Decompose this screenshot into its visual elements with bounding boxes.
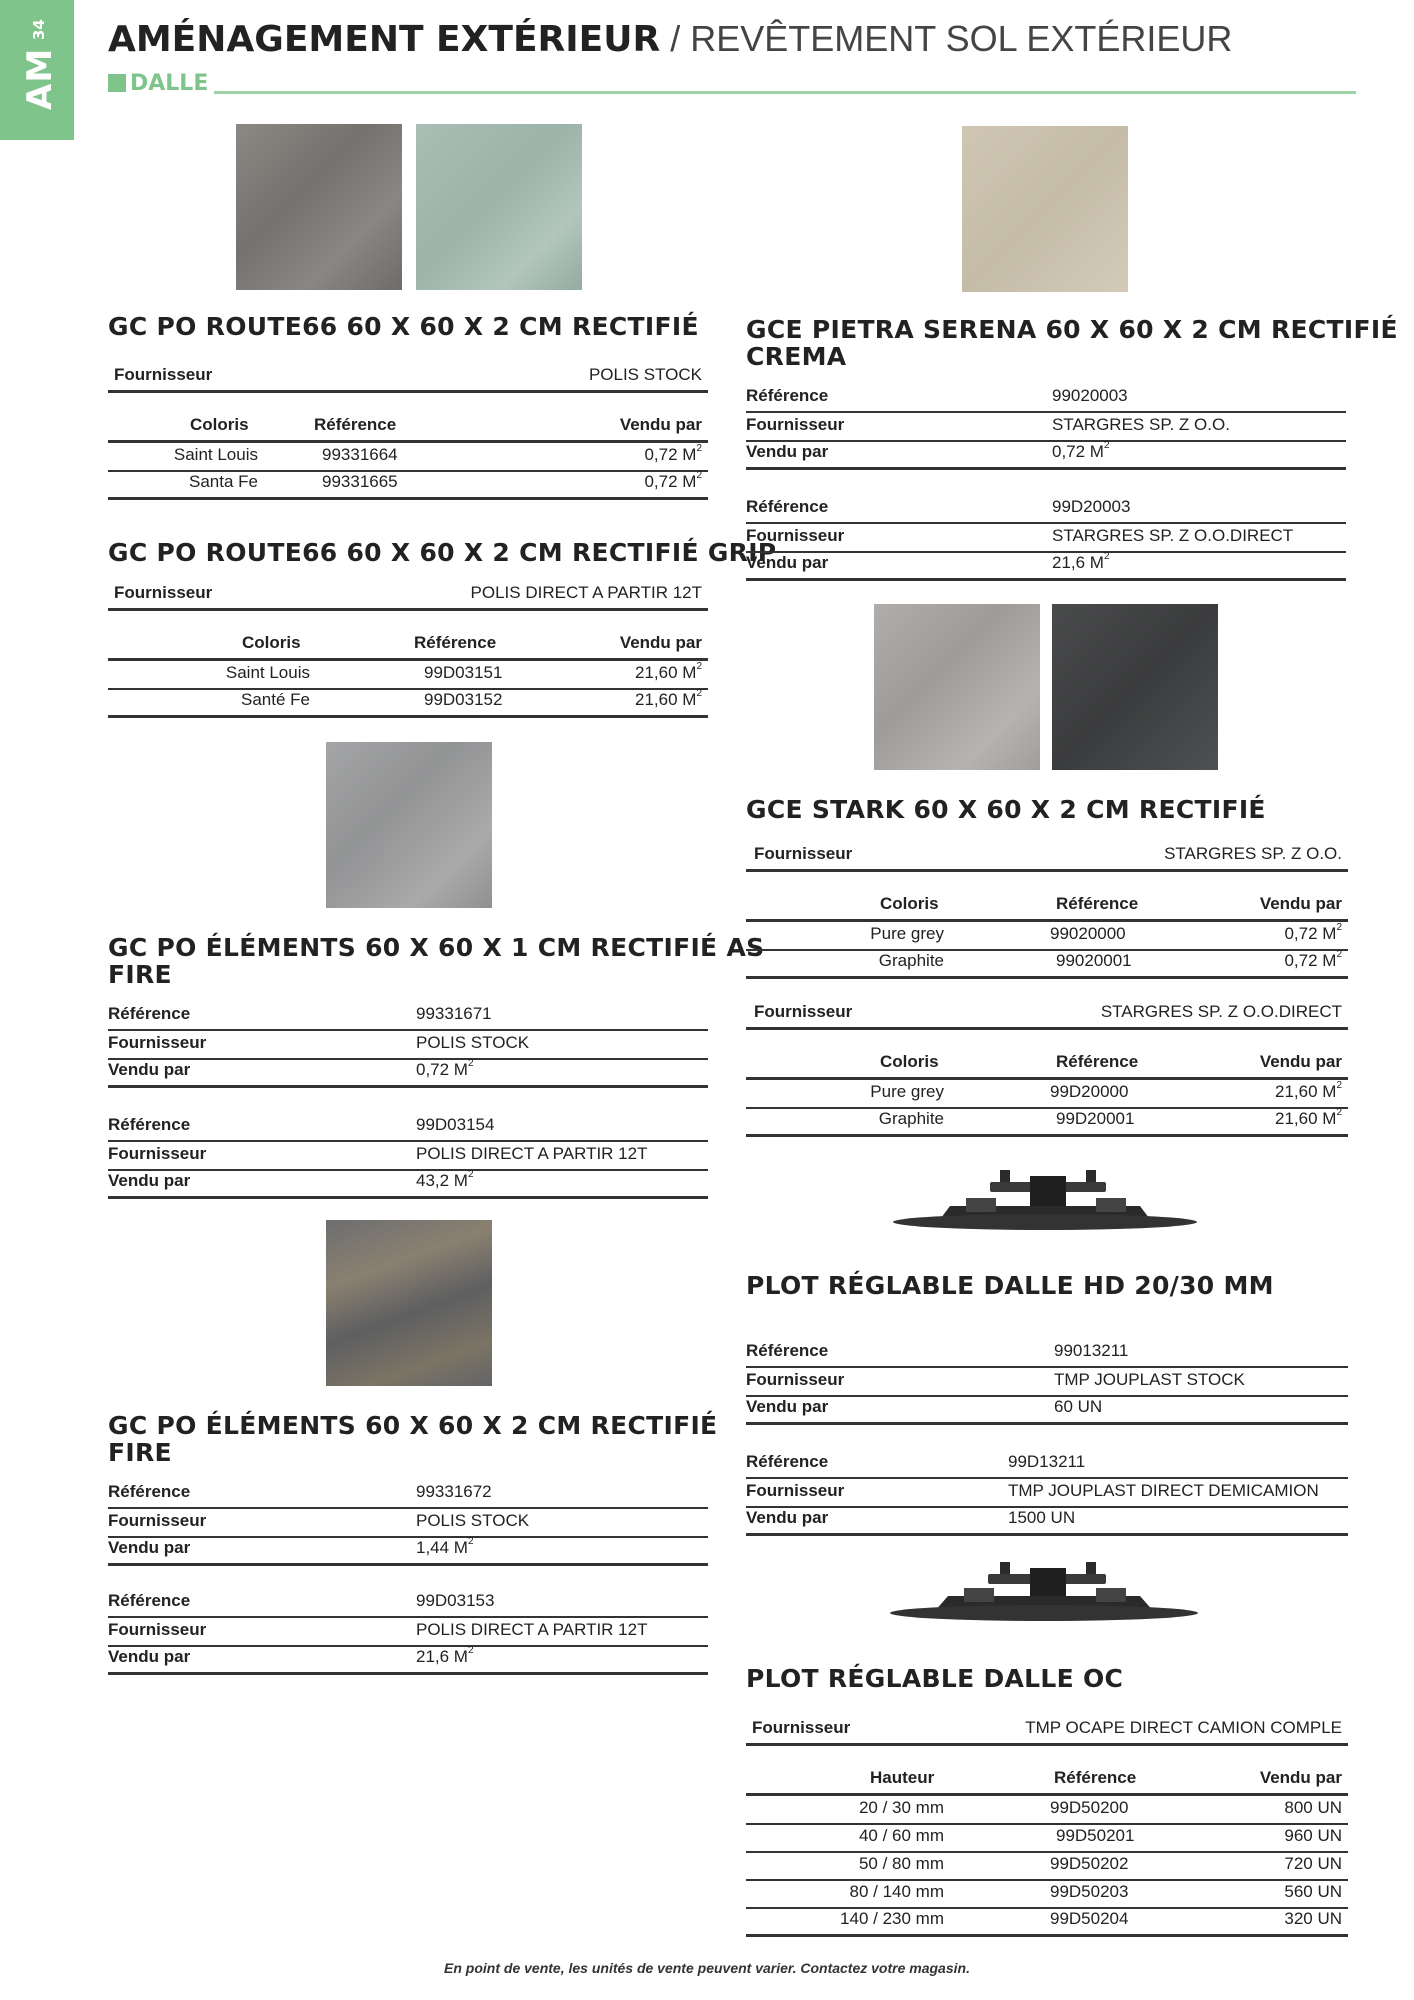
value-supplier: POLIS DIRECT A PARTIR 12T [416, 1144, 648, 1163]
label-supplier: Fournisseur [746, 1481, 845, 1500]
label-vendu: Vendu par [108, 1647, 191, 1666]
col-reference: Référence [414, 633, 497, 652]
info-row [746, 413, 1346, 442]
label-vendu: Vendu par [108, 1060, 191, 1079]
cell-hauteur: 80 / 140 mm [849, 1882, 944, 1901]
col-vendu-par: Vendu par [619, 633, 702, 652]
label-vendu: Vendu par [746, 1508, 829, 1527]
route66-grip-title: GC PO ROUTE66 60 X 60 X 2 CM RECTIFIÉ GRIP [108, 538, 777, 567]
cell-vendu: 960 UN [1284, 1826, 1342, 1845]
cell-vendu: 720 UN [1284, 1854, 1342, 1873]
cell-vendu: 0,72 $M^2$ [1284, 949, 1342, 970]
cell-hauteur: 20 / 30 mm [858, 1798, 944, 1817]
cell-vendu: 560 UN [1284, 1882, 1342, 1901]
plot-oc-title: PLOT RÉGLABLE DALLE OC [746, 1664, 1124, 1693]
cell-coloris: Pure grey [870, 924, 944, 943]
col-coloris: Coloris [242, 633, 301, 652]
cell-reference: 99D50200 [1050, 1798, 1129, 1817]
tile-saint-louis-image [236, 124, 402, 290]
page-number: 34 [30, 19, 48, 40]
plot-oc-image [888, 1560, 1200, 1624]
label-vendu: Vendu par [746, 553, 829, 572]
table-row [108, 689, 708, 718]
label-supplier: Fournisseur [108, 1511, 207, 1530]
page-title [108, 18, 1232, 60]
value-supplier: POLIS STOCK [416, 1033, 530, 1052]
tile-pietra-crema-image [962, 126, 1128, 292]
cell-reference: 99331665 [322, 472, 398, 491]
label-supplier: Fournisseur [746, 526, 845, 545]
col-coloris: Coloris [880, 894, 939, 913]
col-hauteur: Hauteur [870, 1768, 935, 1787]
info-row [108, 1059, 708, 1088]
title-line-2: CREMA [746, 342, 847, 371]
info-row [108, 1002, 708, 1031]
table-row [746, 922, 1348, 951]
label-reference: Référence [108, 1004, 191, 1023]
tile-stark-pure-grey-image [874, 604, 1040, 770]
stark-supplier-row-2 [746, 1001, 1348, 1030]
cell-coloris: Santé Fe [241, 690, 310, 709]
info-row [746, 1479, 1348, 1508]
info-row [746, 384, 1346, 413]
cell-vendu: 21,60 $M^2$ [1275, 1080, 1342, 1101]
col-vendu-par: Vendu par [619, 415, 702, 434]
supplier-value: STARGRES SP. Z O.O. [1164, 844, 1342, 863]
info-row [108, 1031, 708, 1060]
cell-reference: 99D50201 [1056, 1826, 1135, 1845]
cell-hauteur: 50 / 80 mm [858, 1854, 944, 1873]
cell-coloris: Graphite [878, 1109, 944, 1128]
cell-coloris: Pure grey [870, 1082, 944, 1101]
supplier-label: Fournisseur [754, 1002, 853, 1021]
supplier-label: Fournisseur [114, 583, 213, 602]
section-divider [214, 91, 1356, 94]
label-reference: Référence [746, 386, 829, 405]
col-coloris: Coloris [880, 1052, 939, 1071]
info-row [746, 1450, 1348, 1479]
title-line-2: FIRE [108, 960, 172, 989]
cell-hauteur: 40 / 60 mm [858, 1826, 944, 1845]
cell-reference: 99D03151 [424, 663, 503, 682]
value-vendu: 43,2 $M^2$ [416, 1169, 474, 1190]
supplier-value: POLIS STOCK [588, 365, 702, 384]
title-line-1: GC PO ÉLÉMENTS 60 X 60 X 2 CM RECTIFIÉ [108, 1411, 718, 1440]
pietra-title [746, 316, 1398, 370]
section-code: AM [20, 47, 60, 110]
value-reference: 99D13211 [1008, 1452, 1086, 1471]
elements-fire-title [108, 1412, 717, 1466]
info-row [108, 1646, 708, 1675]
stark-table-header-2 [746, 1051, 1348, 1080]
side-tab [0, 0, 74, 140]
cell-coloris: Graphite [878, 951, 944, 970]
info-row [108, 1142, 708, 1171]
info-row [746, 495, 1346, 524]
label-vendu: Vendu par [108, 1538, 191, 1557]
value-vendu: 0,72 $M^2$ [416, 1058, 474, 1079]
supplier-value: STARGRES SP. Z O.O.DIRECT [1100, 1002, 1342, 1021]
value-supplier: POLIS DIRECT A PARTIR 12T [416, 1620, 648, 1639]
plot-hd-title: PLOT RÉGLABLE DALLE HD 20/30 MM [746, 1271, 1274, 1300]
table-row [746, 1852, 1348, 1881]
tile-stark-graphite-image [1052, 604, 1218, 770]
cell-coloris: Saint Louis [173, 445, 258, 464]
col-reference: Référence [314, 415, 397, 434]
section-label: DALLE [130, 70, 209, 96]
elements-as-fire-title [108, 934, 764, 988]
cell-coloris: Saint Louis [225, 663, 310, 682]
value-reference: 99D03154 [416, 1115, 495, 1134]
side-tab-code [0, 0, 74, 140]
info-row [746, 1368, 1348, 1397]
value-vendu: 21,6 $M^2$ [1052, 551, 1110, 572]
stark-title: GCE STARK 60 X 60 X 2 CM RECTIFIÉ [746, 795, 1266, 824]
route66-supplier-row [108, 364, 708, 393]
col-coloris: Coloris [190, 415, 249, 434]
label-vendu: Vendu par [108, 1171, 191, 1190]
tile-santa-fe-image [416, 124, 582, 290]
value-supplier: TMP JOUPLAST DIRECT DEMICAMION [1008, 1481, 1319, 1500]
route66-grip-table-header [108, 632, 708, 661]
value-supplier: TMP JOUPLAST STOCK [1054, 1370, 1245, 1389]
info-row [108, 1537, 708, 1566]
cell-reference: 99D50203 [1050, 1882, 1129, 1901]
table-row [746, 950, 1348, 979]
cell-reference: 99D50204 [1050, 1909, 1129, 1928]
label-reference: Référence [746, 1341, 829, 1360]
section-square-icon [108, 74, 126, 92]
info-row [108, 1589, 708, 1618]
info-row [108, 1113, 708, 1142]
cell-vendu: 800 UN [1284, 1798, 1342, 1817]
tile-elements-as-fire-image [326, 742, 492, 908]
label-supplier: Fournisseur [746, 415, 845, 434]
value-vendu: 21,6 $M^2$ [416, 1645, 474, 1666]
cell-vendu: 0,72 $M^2$ [1284, 922, 1342, 943]
table-row [746, 1108, 1348, 1137]
info-row [108, 1170, 708, 1199]
label-reference: Référence [746, 1452, 829, 1471]
info-row [746, 1396, 1348, 1425]
col-vendu-par: Vendu par [1259, 1052, 1342, 1071]
label-supplier: Fournisseur [108, 1144, 207, 1163]
label-reference: Référence [108, 1482, 191, 1501]
value-reference: 99331671 [416, 1004, 492, 1023]
cell-reference: 99D03152 [424, 690, 503, 709]
cell-vendu: 21,60 $M^2$ [635, 688, 702, 709]
table-row [108, 471, 708, 500]
stark-supplier-row-1 [746, 843, 1348, 872]
value-supplier: STARGRES SP. Z O.O.DIRECT [1052, 526, 1294, 545]
cell-reference: 99331664 [322, 445, 398, 464]
info-row [108, 1509, 708, 1538]
value-vendu: 60 UN [1054, 1397, 1103, 1416]
stark-table-header-1 [746, 893, 1348, 922]
title-line-2: FIRE [108, 1438, 172, 1467]
cell-reference: 99D20001 [1056, 1109, 1135, 1128]
cell-vendu: 21,60 $M^2$ [1275, 1107, 1342, 1128]
info-row [746, 1507, 1348, 1536]
supplier-value: TMP OCAPE DIRECT CAMION COMPLE [1025, 1718, 1342, 1737]
label-supplier: Fournisseur [108, 1033, 207, 1052]
supplier-label: Fournisseur [752, 1718, 851, 1737]
supplier-label: Fournisseur [114, 365, 213, 384]
table-row [746, 1880, 1348, 1909]
info-row [746, 524, 1346, 553]
table-row [746, 1080, 1348, 1109]
cell-reference: 99020001 [1056, 951, 1132, 970]
value-reference: 99020003 [1052, 386, 1128, 405]
cell-coloris: Santa Fe [189, 472, 258, 491]
value-supplier: STARGRES SP. Z O.O. [1052, 415, 1230, 434]
label-supplier: Fournisseur [108, 1620, 207, 1639]
cell-vendu: 0,72 $M^2$ [644, 470, 702, 491]
value-vendu: 0,72 $M^2$ [1052, 440, 1110, 461]
info-row [746, 441, 1346, 470]
col-vendu-par: Vendu par [1259, 1768, 1342, 1787]
table-row [108, 661, 708, 690]
col-reference: Référence [1054, 1768, 1137, 1787]
plot-oc-table-header [746, 1767, 1348, 1796]
cell-vendu: 0,72 $M^2$ [644, 443, 702, 464]
table-row [746, 1824, 1348, 1853]
route66-title: GC PO ROUTE66 60 X 60 X 2 CM RECTIFIÉ [108, 312, 699, 341]
route66-grip-supplier-row [108, 582, 708, 611]
label-reference: Référence [746, 497, 829, 516]
col-reference: Référence [1056, 1052, 1139, 1071]
title-line-1: GCE PIETRA SERENA 60 X 60 X 2 CM RECTIFIÉ [746, 315, 1398, 344]
table-row [108, 443, 708, 472]
label-supplier: Fournisseur [746, 1370, 845, 1389]
supplier-value: POLIS DIRECT A PARTIR 12T [470, 583, 702, 602]
cell-hauteur: 140 / 230 mm [840, 1909, 944, 1928]
footnote: En point de vente, les unités de vente peuvent varier. Contactez votre magasin. [444, 1960, 970, 1976]
info-row [108, 1618, 708, 1647]
plot-hd-image [890, 1168, 1200, 1232]
title-line-1: GC PO ÉLÉMENTS 60 X 60 X 1 CM RECTIFIÉ AS [108, 933, 765, 962]
cell-vendu: 21,60 $M^2$ [635, 661, 702, 682]
page-title-sub: REVÊTEMENT SOL EXTÉRIEUR [690, 18, 1233, 59]
supplier-label: Fournisseur [754, 844, 853, 863]
page-title-main: AMÉNAGEMENT EXTÉRIEUR [108, 19, 661, 60]
label-vendu: Vendu par [746, 442, 829, 461]
value-supplier: POLIS STOCK [416, 1511, 530, 1530]
value-vendu: 1,44 $M^2$ [416, 1536, 474, 1557]
value-reference: 99D20003 [1052, 497, 1131, 516]
info-row [746, 552, 1346, 581]
info-row [108, 1480, 708, 1509]
cell-reference: 99020000 [1050, 924, 1126, 943]
cell-reference: 99D50202 [1050, 1854, 1129, 1873]
label-vendu: Vendu par [746, 1397, 829, 1416]
value-reference: 99D03153 [416, 1591, 495, 1610]
tile-elements-fire-image [326, 1220, 492, 1386]
route66-table-header [108, 414, 708, 443]
col-reference: Référence [1056, 894, 1139, 913]
label-reference: Référence [108, 1115, 191, 1134]
value-reference: 99013211 [1054, 1341, 1129, 1360]
plot-oc-supplier-row [746, 1717, 1348, 1746]
col-vendu-par: Vendu par [1259, 894, 1342, 913]
table-row [746, 1908, 1348, 1937]
cell-vendu: 320 UN [1284, 1909, 1342, 1928]
info-row [746, 1339, 1348, 1368]
section-tag [108, 72, 208, 94]
page-title-separator: / [670, 18, 681, 59]
value-reference: 99331672 [416, 1482, 492, 1501]
table-row [746, 1796, 1348, 1825]
cell-reference: 99D20000 [1050, 1082, 1129, 1101]
label-reference: Référence [108, 1591, 191, 1610]
value-vendu: 1500 UN [1008, 1508, 1076, 1527]
